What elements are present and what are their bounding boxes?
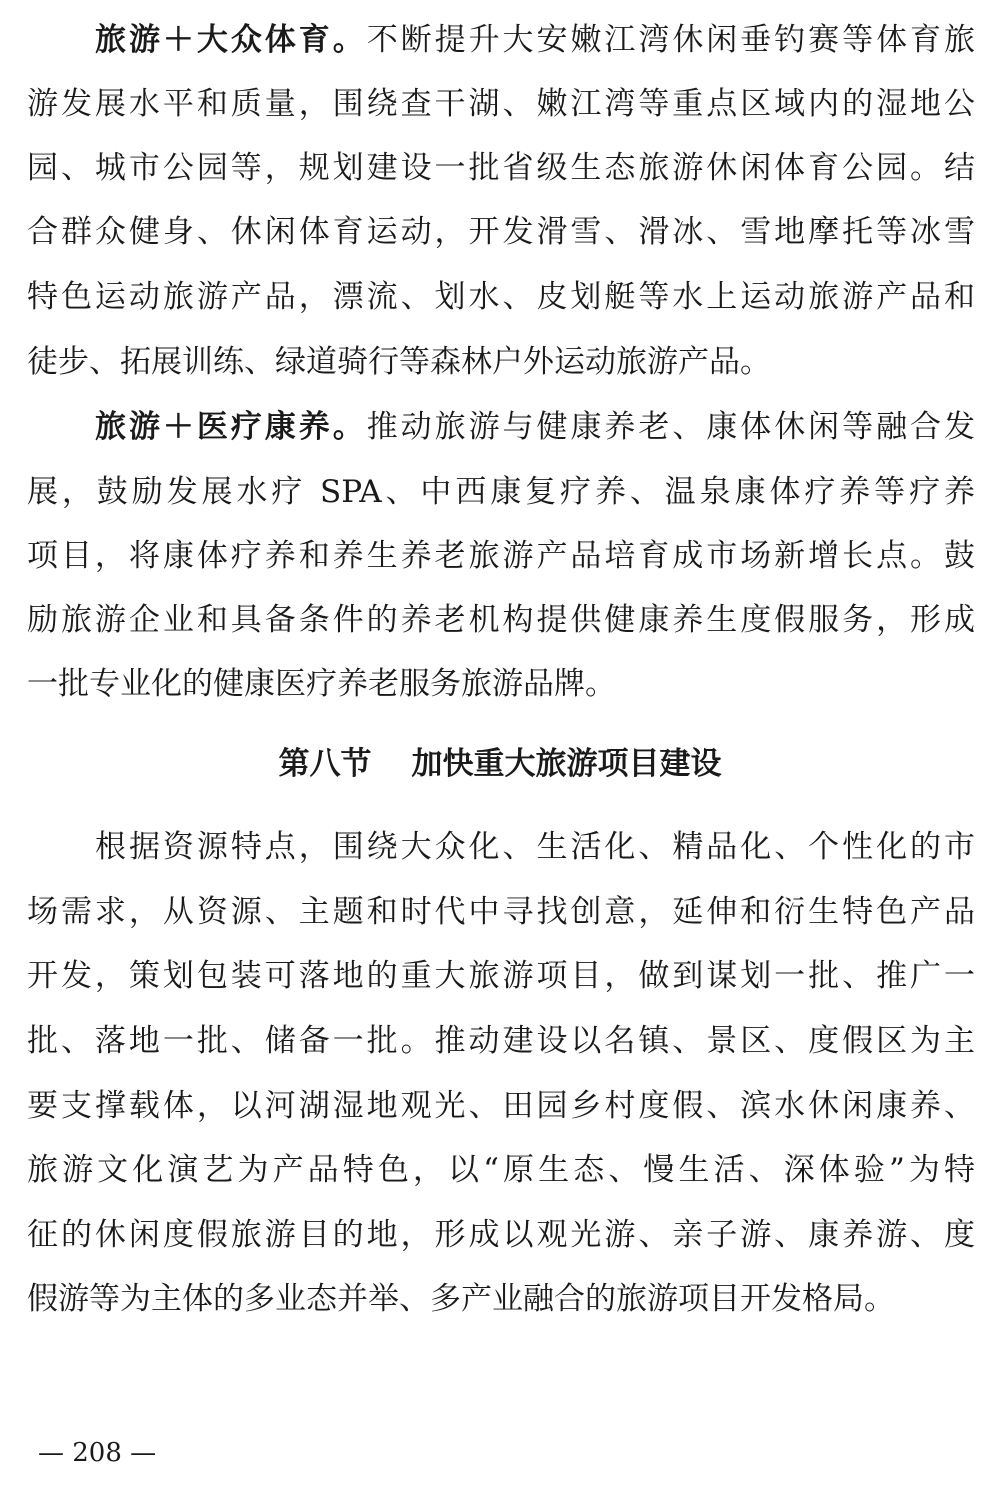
- section-heading: [0, 744, 1000, 784]
- paragraph-1-text: 不断提升大安嫩江湾休闲垂钓赛等体育旅: [366, 22, 976, 58]
- section-paragraph-line-6: 旅游文化演艺为产品特色，以“原生态、慢生活、深体验”为特: [27, 1152, 975, 1188]
- section-paragraph-line-5: 要支撑载体，以河湖湿地观光、田园乡村度假、滨水休闲康养、: [27, 1088, 975, 1124]
- section-number: 第八节: [278, 746, 372, 782]
- section-title: 加快重大旅游项目建设: [411, 746, 722, 782]
- page-number: — 208 —: [38, 1438, 157, 1468]
- paragraph-2-text: 推动旅游与健康养老、康体休闲等融合发: [366, 409, 976, 445]
- section-paragraph-line-2: 场需求，从资源、主题和时代中寻找创意，延伸和衍生特色产品: [27, 894, 975, 930]
- paragraph-1-line-3: 园、城市公园等，规划建设一批省级生态旅游休闲体育公园。结: [27, 150, 975, 186]
- section-paragraph-line-8: 假游等为主体的多业态并举、多产业融合的旅游项目开发格局。: [27, 1281, 895, 1317]
- paragraph-2-line-4: 励旅游企业和具备条件的养老机构提供健康养生度假服务，形成: [27, 602, 975, 638]
- paragraph-2-lead: 旅游＋医疗康养。: [95, 409, 367, 445]
- paragraph-1-line-1: [95, 20, 975, 60]
- section-paragraph-line-3: 开发，策划包装可落地的重大旅游项目，做到谋划一批、推广一: [27, 958, 975, 994]
- paragraph-2-line-3: 项目，将康体疗养和养生养老旅游产品培育成市场新增长点。鼓: [27, 538, 975, 574]
- paragraph-1-line-5: 特色运动旅游产品，漂流、划水、皮划艇等水上运动旅游产品和: [27, 279, 975, 315]
- paragraph-2-line-5: 一批专业化的健康医疗养老服务旅游品牌。: [27, 666, 616, 702]
- paragraph-1-lead: 旅游＋大众体育。: [95, 22, 367, 58]
- paragraph-1-line-6: 徒步、拓展训练、绿道骑行等森林户外运动旅游产品。: [27, 344, 771, 380]
- paragraph-1-line-4: 合群众健身、休闲体育运动，开发滑雪、滑冰、雪地摩托等冰雪: [27, 214, 975, 250]
- paragraph-1-line-2: 游发展水平和质量，围绕查干湖、嫩江湾等重点区域内的湿地公: [27, 86, 975, 122]
- section-paragraph-line-1: 根据资源特点，围绕大众化、生活化、精品化、个性化的市: [95, 829, 975, 865]
- section-paragraph-line-7: 征的休闲度假旅游目的地，形成以观光游、亲子游、康养游、度: [27, 1217, 975, 1253]
- paragraph-2-line-1: [95, 407, 975, 447]
- section-paragraph-line-4: 批、落地一批、储备一批。推动建设以名镇、景区、度假区为主: [27, 1023, 975, 1059]
- paragraph-2-line-2: 展，鼓励发展水疗 SPA、中西康复疗养、温泉康体疗养等疗养: [27, 474, 975, 510]
